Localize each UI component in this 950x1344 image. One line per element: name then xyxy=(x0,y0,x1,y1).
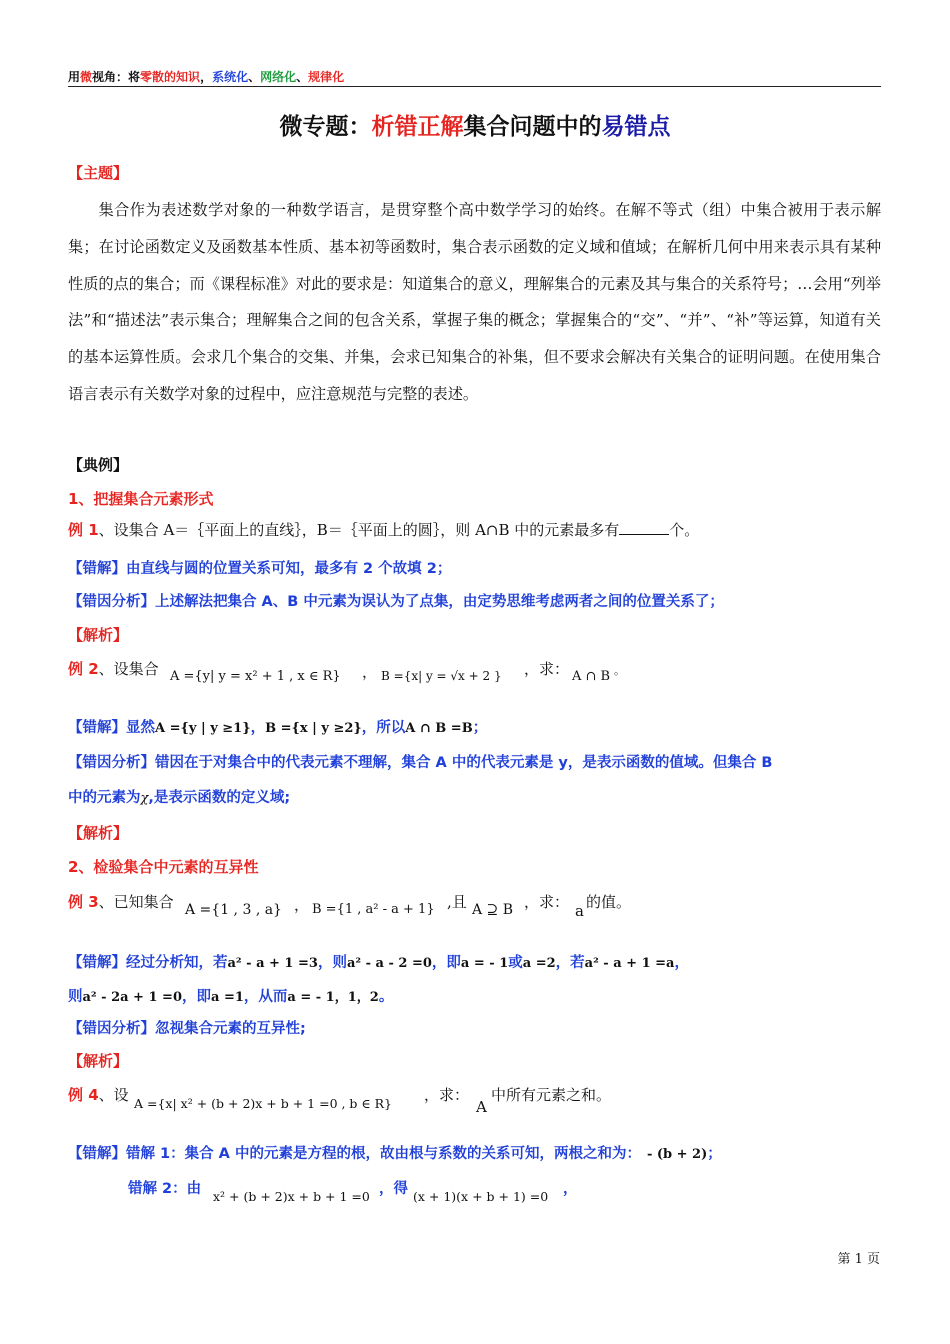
example-label: 例 3 xyxy=(68,893,99,911)
wrong-text: 。 xyxy=(378,989,394,1005)
running-header xyxy=(68,68,344,85)
example-1 xyxy=(68,519,699,540)
math-equation: x² + (b + 2)x + b + 1 =0 xyxy=(213,1189,370,1204)
wrong-solution xyxy=(68,1142,722,1163)
example-text: ,且 xyxy=(447,893,467,911)
math-inline: a² - a + 1 =3 xyxy=(227,956,318,971)
wrong-text: 或 xyxy=(508,955,523,971)
example-2 xyxy=(68,658,159,679)
math-relation: A ⊇ B xyxy=(472,902,514,918)
reason-text: ,是表示函数的定义域; xyxy=(148,790,291,806)
math-inline: a² - a + 1 =a xyxy=(584,956,675,971)
math-var: A xyxy=(476,1098,487,1116)
example-4 xyxy=(68,1084,129,1105)
page-title xyxy=(0,108,950,141)
answer-blank xyxy=(619,522,669,535)
math-inline: A ∩ B =B xyxy=(405,721,473,736)
wrong-text: ， xyxy=(674,955,689,971)
analysis-label: 【解析】 xyxy=(68,1052,129,1070)
example-text: 的值。 xyxy=(586,893,632,911)
math-inline: - (b + 2) xyxy=(646,1147,708,1162)
math-set-b: B ={x| y = √x + 2 } xyxy=(381,669,502,683)
wrong-text: 则 xyxy=(68,989,83,1005)
wrong-text: ； xyxy=(707,1146,722,1162)
page-number: 第 1 页 xyxy=(837,1252,880,1267)
wrong-text: 【错解】错解 1：集合 A 中的元素是方程的根，故由根与系数的关系可知，两根之和为： xyxy=(68,1146,641,1162)
wrong-text: 【错解】显然 xyxy=(68,720,155,736)
math-inline: A ={y | y ≥1} xyxy=(155,721,251,736)
math-inline: a = - 1，1，2 xyxy=(287,990,379,1005)
example-text: 、已知集合 xyxy=(98,893,174,911)
error-analysis: 【错因分析】忽视集合元素的互异性; xyxy=(68,1021,306,1037)
header-part: 视角：将 xyxy=(92,70,141,84)
title-part: 易错点 xyxy=(601,114,671,140)
wrong-text: ，即 xyxy=(182,989,211,1005)
wrong-solution xyxy=(68,716,487,737)
title-part: 微专题： xyxy=(279,114,372,140)
title-part: 集合问题中的 xyxy=(463,114,602,140)
examples-label: 【典例】 xyxy=(68,456,129,474)
math-target: A ∩ B xyxy=(572,669,611,684)
math-set-b: B ={1 , a² - a + 1} xyxy=(312,902,435,917)
wrong-text: ，若 xyxy=(555,955,585,971)
wrong-text: ，则 xyxy=(317,955,347,971)
wrong-solution xyxy=(68,951,689,972)
example-text: ，求： xyxy=(524,660,570,678)
section-heading: 2、检验集合中元素的互异性 xyxy=(68,858,259,876)
theme-text: 集合作为表述数学对象的一种数学语言，是贯穿整个高中数学学习的始终。在解不等式（组）中集合被用于表示解集；在讨论函数定义及函数基本性质、基本初等函数时，集合表示函数的定义域和值域；在解析几何中用来表示具有某种性质的点的集合；而《课程标准》对此的要求是：知道集合的意义，理解集合的元素及其与集合的关系符号；…会用“列举法”和“描述法”表示集合；理解集合之间的包含关系，掌握子集的概念；掌握集合的“交”、“并”、“补”等运算，知道有关的基本运算性质。会求几个集合的交集、并集，会求已知集合的补集，但不要求会解决有关集合的证明问题。在使用集合语言表示有关数学对象的过程中，应注意规范与完整的表述。 xyxy=(68,201,881,403)
header-part: 、 xyxy=(296,70,309,84)
wrong-text: ，所以 xyxy=(361,720,406,736)
header-part: 、 xyxy=(248,70,261,84)
math-inline: B ={x | y ≥2} xyxy=(265,721,362,736)
example-label: 例 1 xyxy=(68,521,99,539)
wrong-solution-cont xyxy=(68,985,393,1006)
wrong-text: ， xyxy=(250,720,266,736)
math-inline: a² - 2a + 1 =0 xyxy=(82,990,182,1005)
wrong-text: ， xyxy=(563,1181,578,1197)
math-inline: a² - a - 2 =0 xyxy=(346,956,432,971)
error-analysis: 【错因分析】上述解法把集合 A、B 中元素为误认为了点集，由定势思维考虑两者之间的位置关系了； xyxy=(68,594,724,610)
math-var: a xyxy=(575,902,584,920)
error-analysis: 【错因分析】错因在于对集合中的代表元素不理解，集合 A 中的代表元素是 y，是表示函数的值域。但集合 B xyxy=(68,755,773,771)
section-heading: 1、把握集合元素形式 xyxy=(68,490,214,508)
example-text: 、设集合 A＝｛平面上的直线｝，B＝｛平面上的圆｝，则 A∩B 中的元素最多有 xyxy=(98,521,620,539)
reason-text: 中的元素为 xyxy=(68,790,141,806)
header-part: 网络化 xyxy=(260,70,297,84)
punct: ， xyxy=(362,663,378,681)
example-text: ，求： xyxy=(424,1086,470,1104)
theme-label: 【主题】 xyxy=(68,164,129,182)
math-equation: (x + 1)(x + b + 1) =0 xyxy=(413,1189,549,1204)
math-inline: χ xyxy=(140,791,149,806)
title-part: 析错正解 xyxy=(371,114,464,140)
math-inline: a =2 xyxy=(522,956,556,971)
analysis-label: 【解析】 xyxy=(68,626,129,644)
wrong-text: ； xyxy=(472,720,488,736)
example-label: 例 2 xyxy=(68,660,99,678)
math-inline: a =1 xyxy=(211,990,244,1005)
example-text: ，求： xyxy=(524,893,570,911)
header-part: 用 xyxy=(68,70,81,84)
math-set: A ={x| x² + (b + 2)x + b + 1 =0 , b ∈ R} xyxy=(134,1096,393,1111)
example-text: 个。 xyxy=(669,521,700,539)
wrong-text: ，从而 xyxy=(243,989,288,1005)
example-text: 中所有元素之和。 xyxy=(491,1086,612,1104)
wrong-solution-2: 错解 2：由 xyxy=(128,1181,202,1197)
wrong-text: ，得 xyxy=(379,1181,408,1197)
header-divider xyxy=(68,86,881,87)
header-part: 系统化 xyxy=(212,70,249,84)
example-3 xyxy=(68,891,174,912)
analysis-label: 【解析】 xyxy=(68,824,129,842)
wrong-solution: 【错解】由直线与圆的位置关系可知，最多有 2 个故填 2； xyxy=(68,561,452,577)
header-part: 零散的知识 xyxy=(140,70,201,84)
math-inline: a = - 1 xyxy=(460,956,509,971)
header-part: 规律化 xyxy=(308,70,345,84)
wrong-text: 【错解】经过分析知，若 xyxy=(68,955,228,971)
example-text: 、设 xyxy=(98,1086,129,1104)
example-text: 、设集合 xyxy=(98,660,159,678)
error-analysis-cont xyxy=(68,786,290,807)
theme-paragraph xyxy=(68,192,881,413)
math-set-a: A ={1 , 3 , a} xyxy=(185,902,282,918)
punct: ， xyxy=(294,896,310,914)
example-label: 例 4 xyxy=(68,1086,99,1104)
punct: 。 xyxy=(614,664,625,677)
math-set-a: A ={y| y = x² + 1 , x ∈ R} xyxy=(170,669,341,684)
wrong-text: ，即 xyxy=(431,955,461,971)
header-part: 微 xyxy=(80,70,93,84)
header-part: ， xyxy=(200,70,213,84)
